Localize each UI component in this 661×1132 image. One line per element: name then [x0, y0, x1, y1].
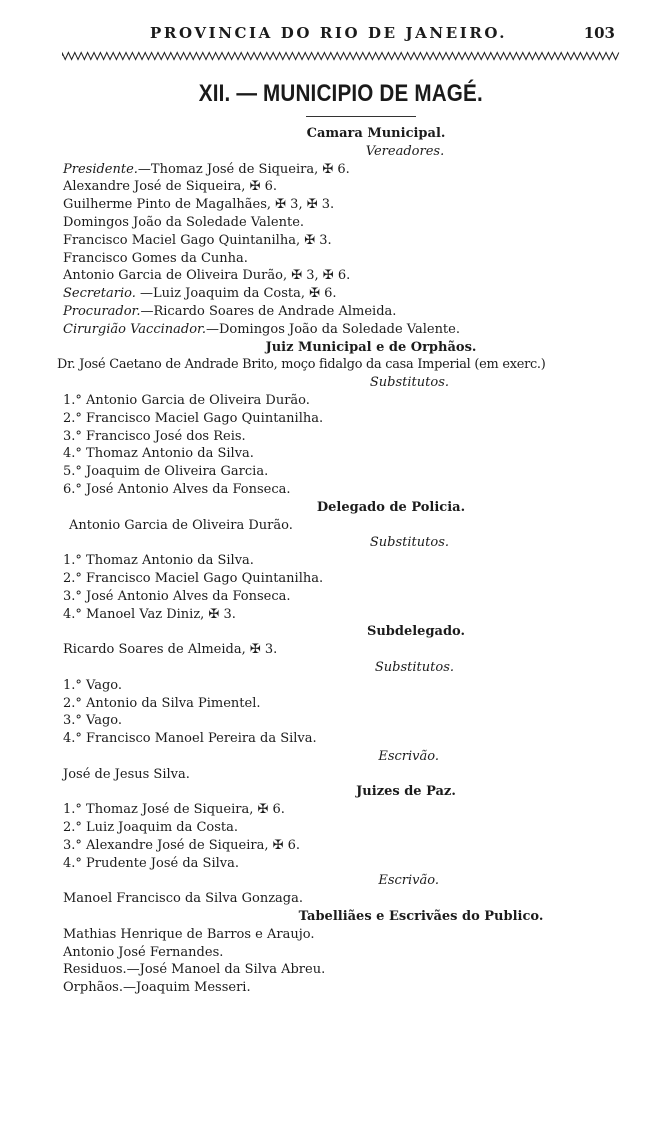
residuos-label: Residuos. — [63, 962, 127, 978]
procurador-text: —Ricardo Soares de Andrade Almeida. — [140, 303, 397, 319]
subdelegado-escrivao: José de Jesus Silva. — [63, 766, 190, 782]
juiz-paz: 1.° Thomaz José de Siqueira, ✠ 6. — [63, 802, 285, 818]
vereadores-heading: Vereadores. — [365, 143, 445, 159]
subdelegado-substituto: 3.° Vago. — [63, 713, 123, 729]
ornamental-rule — [62, 50, 620, 62]
vereador-line: Alexandre José de Siqueira, ✠ 6. — [63, 179, 278, 195]
presidente-line — [63, 161, 629, 179]
juiz-substituto: 2.° Francisco Maciel Gago Quintanilha. — [63, 410, 324, 426]
secretario-line — [63, 285, 629, 303]
presidente-text: —Thomaz José de Siqueira, ✠ 6. — [137, 161, 350, 177]
delegado-substituto: 3.° José Antonio Alves da Fonseca. — [63, 588, 291, 604]
delegado-heading: Delegado de Policia. — [316, 499, 466, 515]
juiz-substituto: 5.° Joaquim de Oliveira Garcia. — [63, 464, 269, 480]
orphaos-text: —Joaquim Messeri. — [122, 980, 251, 996]
delegado-name: Antonio Garcia de Oliveira Durão. — [69, 517, 293, 533]
juiz-substituto: 6.° José Antonio Alves da Fonseca. — [63, 481, 291, 497]
juiz-paz: 3.° Alexandre José de Siqueira, ✠ 6. — [63, 837, 301, 853]
page-number: 103 — [583, 24, 615, 42]
juiz-substitutos-heading: Substitutos. — [369, 375, 449, 391]
juiz-paz: 4.° Prudente José da Silva. — [63, 855, 239, 871]
presidente-label: Presidente. — [63, 161, 138, 177]
residuos-text: —José Manoel da Silva Abreu. — [126, 962, 326, 978]
secretario-label: Secretario. — [63, 286, 136, 302]
delegado-substitutos-heading: Substitutos. — [369, 535, 449, 551]
title-rule — [306, 116, 416, 117]
juiz-substituto: 4.° Thomaz Antonio da Silva. — [63, 446, 254, 462]
delegado-substituto: 1.° Thomaz Antonio da Silva. — [63, 553, 254, 569]
delegado-substituto: 4.° Manoel Vaz Diniz, ✠ 3. — [63, 606, 236, 622]
secretario-text: —Luiz Joaquim da Costa, ✠ 6. — [135, 286, 337, 302]
juizes-paz-heading: Juizes de Paz. — [356, 784, 456, 800]
cirurgiao-text: —Domingos João da Soledade Valente. — [205, 321, 460, 337]
camara-heading: Camara Municipal. — [306, 126, 446, 141]
subdelegado-substituto: 2.° Antonio da Silva Pimentel. — [63, 695, 261, 711]
tabelliaes-heading: Tabelliães e Escrivães do Publico. — [298, 909, 544, 925]
subdelegado-heading: Subdelegado. — [366, 624, 466, 640]
vereador-line: Francisco Gomes da Cunha. — [63, 250, 248, 266]
subdelegado-escrivao-heading: Escrivão. — [378, 748, 439, 764]
residuos-line — [63, 961, 629, 979]
procurador-line — [63, 303, 629, 321]
section-title: XII. — MUNICIPIO DE MAGÉ. — [198, 80, 483, 107]
juiz-municipal-name: Dr. José Caetano de Andrade Brito, moço fidalgo da casa Imperial (em exerc.) — [57, 357, 546, 373]
orphaos-label: Orphãos. — [63, 980, 123, 996]
vereador-line: Guilherme Pinto de Magalhães, ✠ 3, ✠ 3. — [63, 197, 335, 213]
running-head: PROVINCIA DO RIO DE JANEIRO. — [150, 24, 508, 42]
subdelegado-substituto: 1.° Vago. — [63, 677, 123, 693]
subdelegado-substitutos-heading: Substitutos. — [374, 659, 454, 675]
orphaos-line — [63, 979, 629, 997]
page-body — [57, 125, 629, 997]
tabelliao: Antonio José Fernandes. — [63, 944, 224, 960]
subdelegado-substituto: 4.° Francisco Manoel Pereira da Silva. — [63, 731, 317, 747]
juiz-substituto: 1.° Antonio Garcia de Oliveira Durão. — [63, 392, 310, 408]
juizes-escrivao-heading: Escrivão. — [378, 873, 439, 889]
cirurgiao-line — [63, 321, 629, 339]
juiz-substituto: 3.° Francisco José dos Reis. — [63, 428, 246, 444]
juiz-paz: 2.° Luiz Joaquim da Costa. — [63, 820, 239, 836]
delegado-substituto: 2.° Francisco Maciel Gago Quintanilha. — [63, 570, 324, 586]
juiz-municipal-heading: Juiz Municipal e de Orphãos. — [265, 339, 477, 355]
cirurgiao-label: Cirurgião Vaccinador. — [63, 321, 206, 337]
procurador-label: Procurador. — [63, 303, 141, 319]
juizes-escrivao: Manoel Francisco da Silva Gonzaga. — [63, 891, 303, 907]
subdelegado-name: Ricardo Soares de Almeida, ✠ 3. — [63, 642, 278, 658]
vereador-line: Francisco Maciel Gago Quintanilha, ✠ 3. — [63, 232, 332, 248]
vereador-line: Domingos João da Soledade Valente. — [63, 214, 305, 230]
vereador-line: Antonio Garcia de Oliveira Durão, ✠ 3, ✠ 6. — [63, 268, 351, 284]
tabelliao: Mathias Henrique de Barros e Araujo. — [63, 926, 315, 942]
